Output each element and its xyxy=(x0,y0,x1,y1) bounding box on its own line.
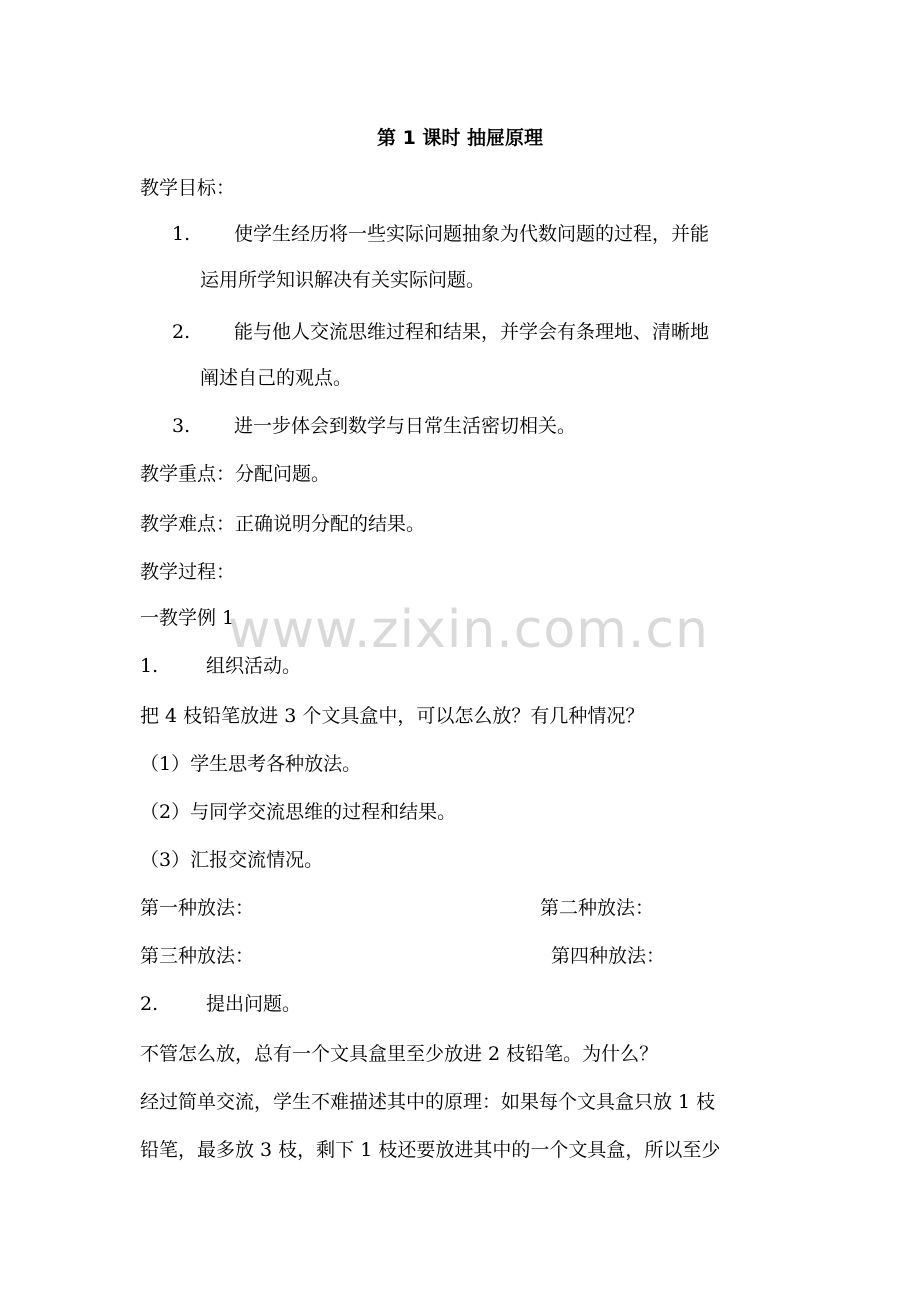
objectives-heading: 教学目标： xyxy=(140,177,236,199)
objective-1-line-1 xyxy=(172,222,709,246)
question: 把 4 枝铅笔放进 3 个文具盒中，可以怎么放？有几种情况？ xyxy=(140,705,645,727)
sub-item-2: （2）与同学交流思维的过程和结果。 xyxy=(140,801,457,823)
step-2-number: 2. xyxy=(140,993,159,1015)
method-2: 第二种放法： xyxy=(540,897,655,919)
objective-1-text: 使学生经历将一些实际问题抽象为代数问题的过程，并能 xyxy=(234,223,710,245)
watermark: www.zixin.com.cn xyxy=(228,600,709,660)
objective-3-number: 3. xyxy=(172,415,191,437)
objective-2-number: 2. xyxy=(172,321,191,343)
difficulty: 教学难点：正确说明分配的结果。 xyxy=(140,513,426,535)
step-1-text: 组织活动。 xyxy=(206,655,302,677)
step-1-number: 1. xyxy=(140,655,159,677)
objective-2-line-1 xyxy=(172,320,709,344)
explanation-line-1: 经过简单交流，学生不难描述其中的原理：如果每个文具盒只放 1 枝 xyxy=(140,1091,716,1113)
key-point: 教学重点：分配问题。 xyxy=(140,463,331,485)
section-1-heading: 一教学例 1 xyxy=(140,607,235,629)
problem: 不管怎么放，总有一个文具盒里至少放进 2 枝铅笔。为什么？ xyxy=(140,1043,659,1065)
step-2 xyxy=(140,992,301,1016)
objective-1-line-2: 运用所学知识解决有关实际问题。 xyxy=(200,269,486,291)
process-heading: 教学过程： xyxy=(140,561,236,583)
objective-3-line-1 xyxy=(172,414,576,438)
objective-3-text: 进一步体会到数学与日常生活密切相关。 xyxy=(234,415,577,437)
objective-1-number: 1. xyxy=(172,223,191,245)
objective-2-line-2: 阐述自己的观点。 xyxy=(200,367,353,389)
method-1: 第一种放法： xyxy=(140,897,255,919)
objective-2-text: 能与他人交流思维过程和结果，并学会有条理地、清晰地 xyxy=(234,321,710,343)
method-4: 第四种放法： xyxy=(551,945,666,967)
sub-item-1: （1）学生思考各种放法。 xyxy=(140,753,362,775)
explanation-line-2: 铅笔，最多放 3 枝，剩下 1 枝还要放进其中的一个文具盒，所以至少 xyxy=(140,1139,721,1161)
step-2-text: 提出问题。 xyxy=(206,993,302,1015)
page-title: 第 1 课时 抽屉原理 xyxy=(376,127,544,149)
sub-item-3: （3）汇报交流情况。 xyxy=(140,849,324,871)
method-3: 第三种放法： xyxy=(140,945,255,967)
